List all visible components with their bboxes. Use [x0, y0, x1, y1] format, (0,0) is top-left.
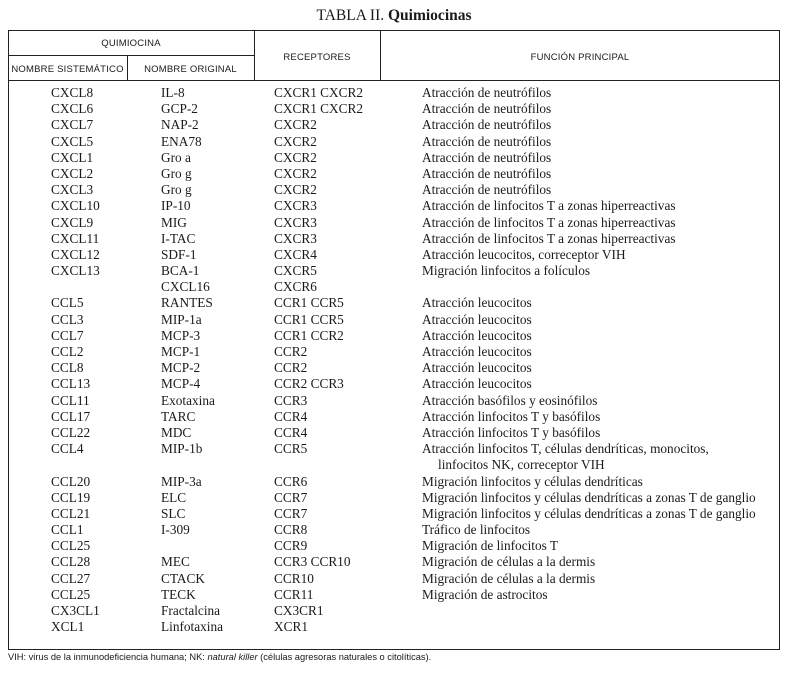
header-funcion-principal: FUNCIÓN PRINCIPAL	[530, 52, 630, 63]
table-row	[8, 134, 780, 150]
cell-receptores: CCR4	[274, 408, 308, 424]
cell-funcion-line: Atracción de linfocitos T a zonas hiperreactivas	[422, 230, 676, 246]
cell-receptores: CCR1 CCR5	[274, 311, 344, 327]
cell-funcion-line: Atracción de neutrófilos	[422, 117, 552, 133]
cell-funcion-line: Migración de células a la dermis	[422, 570, 596, 586]
table-row	[8, 603, 780, 619]
cell-nombre-sistematico: CCL28	[51, 554, 91, 570]
cell-nombre-original: SLC	[161, 505, 186, 521]
cell-nombre-original: TARC	[161, 408, 196, 424]
cell-receptores: CXCR5	[274, 263, 317, 279]
cell-funcion-principal	[422, 117, 551, 133]
cell-funcion-line: Migración linfocitos y células dendríticas	[422, 473, 643, 489]
cell-funcion-line: Atracción leucocitos	[422, 376, 532, 392]
cell-receptores: CCR6	[274, 473, 308, 489]
cell-funcion-line: Migración de células a la dermis	[422, 554, 596, 570]
cell-funcion-line: Atracción de neutrófilos	[422, 133, 552, 149]
cell-funcion-line: Tráfico de linfocitos	[422, 522, 531, 538]
table-title-name: Quimiocinas	[387, 7, 472, 24]
cell-nombre-original: MCP-2	[161, 360, 201, 376]
cell-nombre-original: I-TAC	[161, 230, 196, 246]
cell-receptores: CCR1 CCR5	[274, 295, 344, 311]
table-title	[0, 7, 788, 25]
cell-funcion-line: Atracción linfocitos T y basófilos	[422, 424, 601, 440]
cell-nombre-original: Gro g	[161, 182, 192, 198]
header-group-divider	[8, 55, 254, 56]
cell-funcion-principal	[422, 506, 756, 522]
cell-nombre-original: NAP-2	[161, 117, 199, 133]
footnote	[8, 652, 788, 662]
header-quimiocina: QUIMIOCINA	[101, 38, 161, 49]
cell-nombre-original: IL-8	[161, 85, 185, 100]
cell-nombre-sistematico: CCL17	[51, 408, 91, 424]
table-row	[8, 101, 780, 117]
table-row	[8, 344, 780, 360]
cell-funcion-line: Atracción de neutrófilos	[422, 182, 552, 198]
cell-nombre-sistematico: CCL25	[51, 586, 91, 602]
cell-nombre-sistematico: CXCL6	[51, 101, 94, 117]
cell-funcion-line: Atracción de neutrófilos	[422, 165, 552, 181]
cell-receptores: CCR1 CCR2	[274, 327, 344, 343]
cell-funcion-principal	[422, 101, 551, 117]
cell-funcion-principal	[422, 328, 532, 344]
cell-nombre-original: Gro a	[161, 149, 191, 165]
cell-nombre-sistematico: CCL5	[51, 295, 84, 311]
cell-nombre-sistematico: CCL27	[51, 570, 91, 586]
cell-nombre-sistematico: CXCL13	[51, 263, 100, 279]
cell-nombre-original: Exotaxina	[161, 392, 215, 408]
cell-funcion-line: Atracción leucocitos	[422, 327, 532, 343]
table-row	[8, 474, 780, 490]
table-row	[8, 490, 780, 506]
footnote-text-end: (células agresoras naturales o citolíticas).	[257, 652, 432, 662]
cell-nombre-sistematico: CXCL5	[51, 133, 94, 149]
cell-receptores: CXCR3	[274, 214, 317, 230]
cell-receptores: CCR3 CCR10	[274, 554, 351, 570]
cell-funcion-principal	[422, 247, 626, 263]
table-row	[8, 117, 780, 133]
cell-receptores: CXCR2	[274, 133, 317, 149]
cell-nombre-original: IP-10	[161, 198, 191, 214]
cell-receptores: CXCR2	[274, 182, 317, 198]
table-row	[8, 312, 780, 328]
footnote-italic: natural killer	[207, 652, 258, 662]
cell-nombre-sistematico: CXCL12	[51, 246, 100, 262]
cell-nombre-original: CXCL16	[161, 279, 210, 295]
cell-nombre-sistematico: CXCL8	[51, 85, 94, 100]
table-row	[8, 554, 780, 570]
table-body	[8, 85, 780, 635]
cell-funcion-principal	[422, 134, 551, 150]
table-row	[8, 441, 780, 473]
cell-funcion-line: Migración linfocitos y células dendríticas a zonas T de ganglio	[422, 489, 756, 505]
cell-receptores: CX3CR1	[274, 603, 324, 619]
cell-nombre-sistematico: CXCL10	[51, 198, 100, 214]
table-row	[8, 231, 780, 247]
table-row	[8, 393, 780, 409]
table-row	[8, 198, 780, 214]
cell-receptores: CXCR2	[274, 149, 317, 165]
cell-nombre-sistematico: CCL22	[51, 424, 91, 440]
cell-nombre-original: Gro g	[161, 165, 192, 181]
cell-receptores: CCR2	[274, 344, 308, 359]
cell-nombre-sistematico: XCL1	[51, 619, 85, 635]
table-row	[8, 295, 780, 311]
cell-nombre-sistematico: CCL4	[51, 441, 84, 457]
cell-nombre-original: MIP-1b	[161, 441, 203, 457]
cell-nombre-original: ENA78	[161, 133, 202, 149]
cell-funcion-principal	[422, 198, 676, 214]
cell-nombre-original: MDC	[161, 424, 192, 440]
cell-nombre-original: CTACK	[161, 570, 206, 586]
cell-receptores: CXCR3	[274, 230, 317, 246]
cell-receptores: CCR2	[274, 360, 308, 376]
cell-nombre-sistematico: CCL1	[51, 522, 84, 538]
table-row	[8, 215, 780, 231]
table-row	[8, 538, 780, 554]
cell-funcion-line: Atracción de linfocitos T a zonas hiperreactivas	[422, 198, 676, 214]
table-row	[8, 425, 780, 441]
cell-funcion-principal	[422, 166, 551, 182]
cell-nombre-sistematico: CCL19	[51, 489, 91, 505]
cell-nombre-original: Fractalcina	[161, 603, 221, 619]
cell-funcion-principal	[422, 231, 676, 247]
cell-nombre-sistematico: CCL7	[51, 327, 84, 343]
cell-funcion-principal	[422, 522, 530, 538]
table-row	[8, 166, 780, 182]
cell-receptores: CCR8	[274, 522, 308, 538]
cell-nombre-original: I-309	[161, 522, 190, 538]
table-row	[8, 506, 780, 522]
table-row	[8, 263, 780, 279]
table-row	[8, 150, 780, 166]
cell-funcion-principal	[422, 85, 551, 101]
cell-receptores: CXCR1 CXCR2	[274, 101, 364, 117]
cell-funcion-line: Atracción leucocitos, correceptor VIH	[422, 246, 626, 262]
table-row	[8, 376, 780, 392]
table-row	[8, 247, 780, 263]
table-row	[8, 587, 780, 603]
cell-receptores: CCR3	[274, 392, 308, 408]
cell-funcion-principal	[422, 263, 590, 279]
cell-funcion-principal	[422, 393, 597, 409]
cell-nombre-sistematico: CCL8	[51, 360, 84, 376]
cell-receptores: CCR7	[274, 505, 308, 521]
cell-funcion-line: Atracción de linfocitos T a zonas hiperreactivas	[422, 214, 676, 230]
cell-nombre-original: Linfotaxina	[161, 619, 224, 635]
cell-funcion-principal	[422, 312, 532, 328]
cell-nombre-sistematico: CX3CL1	[51, 603, 100, 619]
header-bottom-rule	[8, 80, 780, 81]
cell-funcion-principal	[422, 474, 643, 490]
cell-funcion-principal	[422, 441, 709, 473]
cell-receptores: CCR9	[274, 538, 308, 554]
cell-nombre-sistematico: CCL25	[51, 538, 91, 554]
cell-nombre-sistematico: CXCL1	[51, 149, 94, 165]
cell-nombre-original: MEC	[161, 554, 190, 570]
cell-funcion-line: Atracción de neutrófilos	[422, 101, 552, 117]
cell-funcion-principal	[422, 538, 558, 554]
cell-funcion-line: Atracción leucocitos	[422, 344, 532, 359]
cell-nombre-original: RANTES	[161, 295, 213, 311]
cell-funcion-principal	[422, 150, 551, 166]
table-row	[8, 328, 780, 344]
table-row	[8, 360, 780, 376]
cell-nombre-original: MCP-3	[161, 327, 201, 343]
table-row	[8, 571, 780, 587]
cell-receptores: CXCR4	[274, 246, 317, 262]
table-row	[8, 522, 780, 538]
cell-receptores: CCR4	[274, 424, 308, 440]
cell-receptores: CXCR3	[274, 198, 317, 214]
cell-nombre-original: BCA-1	[161, 263, 200, 279]
cell-funcion-line-2: linfocitos NK, correceptor VIH	[438, 457, 605, 473]
cell-nombre-original: MCP-4	[161, 376, 201, 392]
header-receptores: RECEPTORES	[283, 52, 351, 63]
cell-funcion-line: Atracción de neutrófilos	[422, 85, 552, 100]
cell-nombre-original: MIP-1a	[161, 311, 202, 327]
cell-receptores: CXCR2	[274, 117, 317, 133]
cell-nombre-original: ELC	[161, 489, 187, 505]
cell-funcion-line: Atracción linfocitos T y basófilos	[422, 408, 601, 424]
cell-funcion-line: Atracción basófilos y eosinófilos	[422, 392, 598, 408]
table-row	[8, 279, 780, 295]
cell-nombre-original: MCP-1	[161, 344, 201, 359]
cell-receptores: CCR10	[274, 570, 314, 586]
cell-funcion-principal	[422, 554, 595, 570]
cell-nombre-original: SDF-1	[161, 246, 197, 262]
table-title-prefix: TABLA II.	[316, 7, 385, 24]
cell-funcion-principal	[422, 587, 548, 603]
cell-funcion-principal	[422, 344, 532, 360]
cell-receptores: CXCR6	[274, 279, 317, 295]
cell-nombre-original: MIP-3a	[161, 473, 202, 489]
cell-funcion-line: Atracción de neutrófilos	[422, 149, 552, 165]
cell-receptores: CCR7	[274, 489, 308, 505]
cell-receptores: XCR1	[274, 619, 308, 635]
cell-nombre-sistematico: CCL11	[51, 392, 90, 408]
cell-nombre-sistematico: CXCL3	[51, 182, 94, 198]
cell-funcion-line: Atracción leucocitos	[422, 311, 532, 327]
cell-nombre-sistematico: CXCL2	[51, 165, 94, 181]
cell-funcion-line: Migración linfocitos a folículos	[422, 263, 591, 279]
table-row	[8, 619, 780, 635]
cell-funcion-principal	[422, 376, 532, 392]
cell-receptores: CXCR2	[274, 165, 317, 181]
cell-funcion-principal	[422, 571, 595, 587]
cell-nombre-sistematico: CCL2	[51, 344, 84, 359]
cell-funcion-line: Atracción leucocitos	[422, 360, 532, 376]
cell-funcion-line: Migración linfocitos y células dendríticas a zonas T de ganglio	[422, 505, 756, 521]
cell-receptores: CCR5	[274, 441, 308, 457]
cell-receptores: CXCR1 CXCR2	[274, 85, 364, 100]
footnote-text: VIH: virus de la inmunodeficiencia humana; NK:	[8, 652, 208, 662]
cell-funcion-principal	[422, 182, 551, 198]
header-nombre-sistematico: NOMBRE SISTEMÁTICO	[11, 64, 124, 75]
cell-funcion-principal	[422, 215, 676, 231]
cell-nombre-sistematico: CXCL7	[51, 117, 94, 133]
cell-nombre-sistematico: CCL20	[51, 473, 91, 489]
cell-nombre-sistematico: CCL3	[51, 311, 84, 327]
cell-funcion-principal	[422, 490, 756, 506]
cell-nombre-sistematico: CXCL9	[51, 214, 94, 230]
table-row	[8, 85, 780, 101]
cell-nombre-sistematico: CCL13	[51, 376, 91, 392]
cell-funcion-principal	[422, 425, 600, 441]
cell-funcion-line: Atracción linfocitos T, células dendríticas, monocitos,	[422, 441, 709, 457]
table-row	[8, 409, 780, 425]
cell-funcion-principal	[422, 360, 532, 376]
cell-funcion-principal	[422, 295, 532, 311]
cell-nombre-original: MIG	[161, 214, 187, 230]
cell-nombre-sistematico: CXCL11	[51, 230, 100, 246]
header-nombre-original: NOMBRE ORIGINAL	[144, 64, 237, 75]
cell-nombre-original: TECK	[161, 586, 196, 602]
cell-funcion-line: Atracción leucocitos	[422, 295, 532, 311]
table-row	[8, 182, 780, 198]
cell-nombre-original: GCP-2	[161, 101, 198, 117]
cell-receptores: CCR2 CCR3	[274, 376, 344, 392]
cell-funcion-line: Migración de astrocitos	[422, 586, 548, 602]
cell-funcion-principal	[422, 409, 600, 425]
cell-funcion-line: Migración de linfocitos T	[422, 538, 559, 554]
cell-nombre-sistematico: CCL21	[51, 505, 91, 521]
cell-receptores: CCR11	[274, 586, 314, 602]
